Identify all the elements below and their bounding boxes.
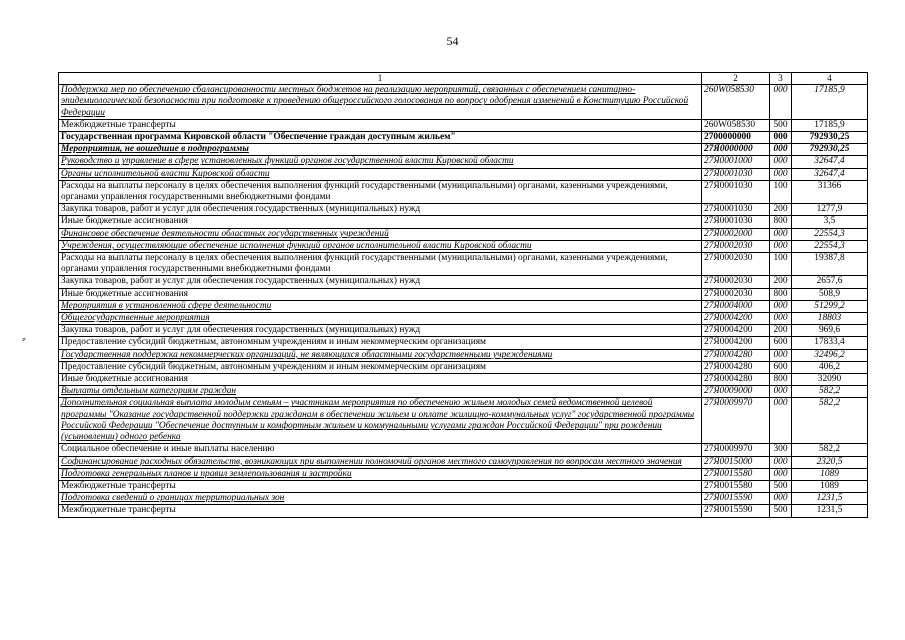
cell-name: Социальное обеспечение и иные выплаты населению [59,444,702,456]
cell-type: 000 [770,493,792,505]
cell-sum: 22554,3 [792,240,868,252]
table-row [59,119,868,131]
table-row [59,300,868,312]
cell-name: Органы исполнительной власти Кировской области [59,168,702,180]
cell-name: Софинансирование расходных обязательств, возникающих при выполнении полномочий органов местного самоуправления по вопросам местного значения [59,456,702,468]
cell-name: Межбюджетные трансферты [59,119,702,131]
cell-code: 260W058530 [702,85,770,120]
budget-table [58,72,868,518]
cell-type: 000 [770,240,792,252]
cell-name: Иные бюджетные ассигнования [59,288,702,300]
cell-code: 260W058530 [702,119,770,131]
cell-name: Иные бюджетные ассигнования [59,374,702,386]
cell-type: 000 [770,456,792,468]
cell-type: 000 [770,228,792,240]
cell-code: 27Я0004200 [702,313,770,325]
header-cell-code: 2 [702,73,770,85]
cell-code: 27Я0001000 [702,156,770,168]
cell-type: 100 [770,180,792,203]
cell-name: Учреждения, осуществляющие обеспечение исполнения функций органов исполнительной власти Кировской области [59,240,702,252]
cell-name: Закупка товаров, работ и услуг для обеспечения государственных (муниципальных) нужд [59,204,702,216]
table-row [59,216,868,228]
cell-name: Государственная программа Кировской области "Обеспечение граждан доступным жильем" [59,132,702,144]
table-row [59,456,868,468]
cell-name: Выплаты отдельным категориям граждан [59,386,702,398]
cell-sum: 32647,4 [792,168,868,180]
cell-name: Расходы на выплаты персоналу в целях обеспечения выполнения функций государственными (муниципальными) органами, казенными учреждениями, органами управления государственными внебюджетными фондами [59,180,702,203]
cell-name: Иные бюджетные ассигнования [59,216,702,228]
table-row [59,444,868,456]
cell-code: 27Я0009970 [702,398,770,444]
cell-type: 000 [770,132,792,144]
cell-code: 27Я0001030 [702,180,770,203]
cell-type: 000 [770,144,792,156]
cell-sum: 19387,8 [792,253,868,276]
cell-code: 27Я0004280 [702,374,770,386]
table-row [59,349,868,361]
table-row [59,204,868,216]
table-row [59,85,868,120]
cell-code: 27Я0015000 [702,456,770,468]
cell-type: 000 [770,386,792,398]
table-row [59,132,868,144]
cell-name: Подготовка сведений о границах территориальных зон [59,493,702,505]
cell-code: 27Я0001030 [702,204,770,216]
cell-name: Подготовка генеральных планов и правил землепользования и застройки [59,468,702,480]
cell-type: 200 [770,325,792,337]
cell-code: 27Я0004200 [702,325,770,337]
cell-name: Предоставление субсидий бюджетным, автономным учреждениям и иным некоммерческим организациям [59,361,702,373]
cell-name: Закупка товаров, работ и услуг для обеспечения государственных (муниципальных) нужд [59,276,702,288]
cell-name: Поддержка мер по обеспечению сбалансированности местных бюджетов на реализацию мероприятий, связанных с обеспечением санитарно-эпидемиологической безопасности при подготовке к проведению общероссийского голосования по вопросу одобрения изменений в Конституцию Российской Федерации [59,85,702,120]
cell-name: Мероприятия в установленной сфере деятельности [59,300,702,312]
cell-code: 27Я0002030 [702,288,770,300]
cell-code: 27Я0002030 [702,276,770,288]
table-row [59,386,868,398]
cell-sum: 1231,5 [792,505,868,517]
cell-type: 600 [770,361,792,373]
table-row [59,156,868,168]
cell-type: 800 [770,216,792,228]
cell-sum: 32496,2 [792,349,868,361]
cell-sum: 17833,4 [792,337,868,349]
table-header-row [59,73,868,85]
cell-sum: 1277,9 [792,204,868,216]
cell-type: 500 [770,505,792,517]
cell-sum: 3,5 [792,216,868,228]
cell-type: 100 [770,253,792,276]
cell-sum: 32647,4 [792,156,868,168]
cell-code: 27Я0002000 [702,228,770,240]
table-row [59,144,868,156]
header-cell-type: 3 [770,73,792,85]
cell-sum: 17185,9 [792,119,868,131]
table-row [59,253,868,276]
cell-sum: 2320,5 [792,456,868,468]
margin-mark: ⸗ [22,333,26,345]
cell-code: 27Я0001030 [702,216,770,228]
cell-type: 000 [770,156,792,168]
cell-type: 000 [770,313,792,325]
cell-name: Межбюджетные трансферты [59,505,702,517]
cell-type: 600 [770,337,792,349]
cell-sum: 508,9 [792,288,868,300]
cell-code: 27Я0002030 [702,240,770,252]
cell-code: 27Я0015590 [702,493,770,505]
cell-sum: 1231,5 [792,493,868,505]
cell-sum: 969,6 [792,325,868,337]
cell-sum: 2657,6 [792,276,868,288]
cell-code: 27Я0004000 [702,300,770,312]
cell-sum: 406,2 [792,361,868,373]
cell-name: Межбюджетные трансферты [59,480,702,492]
cell-code: 27Я0015580 [702,480,770,492]
table-row [59,168,868,180]
cell-sum: 17185,9 [792,85,868,120]
cell-code: 27Я0009000 [702,386,770,398]
table-row [59,337,868,349]
table-row [59,240,868,252]
cell-type: 000 [770,468,792,480]
cell-code: 27Я0004200 [702,337,770,349]
cell-code: 2700000000 [702,132,770,144]
cell-sum: 792930,25 [792,132,868,144]
table-row [59,180,868,203]
table-row [59,480,868,492]
cell-name: Руководство и управление в сфере установленных функций органов государственной власти Кировской области [59,156,702,168]
table-row [59,313,868,325]
cell-type: 300 [770,444,792,456]
header-cell-name: 1 [59,73,702,85]
cell-type: 500 [770,119,792,131]
cell-type: 800 [770,288,792,300]
cell-name: Мероприятия, не вошедшие в подпрограммы [59,144,702,156]
cell-code: 27Я0004280 [702,361,770,373]
table-row [59,493,868,505]
cell-type: 200 [770,276,792,288]
cell-sum: 51299,2 [792,300,868,312]
cell-name: Закупка товаров, работ и услуг для обеспечения государственных (муниципальных) нужд [59,325,702,337]
cell-code: 27Я0015590 [702,505,770,517]
table-row [59,468,868,480]
cell-code: 27Я0001030 [702,168,770,180]
cell-type: 000 [770,300,792,312]
cell-sum: 792930,25 [792,144,868,156]
cell-sum: 22554,3 [792,228,868,240]
cell-name: Дополнительная социальная выплата молодым семьям – участникам мероприятия по обеспечению жильем молодых семей ведомственной целевой программы "Оказание государственной поддержки гражданам в обеспечении жильем и оплате жилищно-коммунальных услуг" государственной программы Российской Федерации "Обеспечение доступным и комфортным жильем и коммунальными услугами граждан Российской Федерации" при рождении (усыновлении) одного ребенка [59,398,702,444]
cell-type: 800 [770,374,792,386]
cell-code: 27Я0004280 [702,349,770,361]
cell-sum: 1089 [792,468,868,480]
cell-code: 27Я0000000 [702,144,770,156]
cell-sum: 31366 [792,180,868,203]
table-row [59,374,868,386]
cell-code: 27Я0015580 [702,468,770,480]
cell-type: 000 [770,398,792,444]
table-row [59,361,868,373]
cell-name: Расходы на выплаты персоналу в целях обеспечения выполнения функций государственными (муниципальными) органами, казенными учреждениями, органами управления государственными внебюджетными фондами [59,253,702,276]
table-row [59,325,868,337]
cell-sum: 1089 [792,480,868,492]
cell-name: Общегосударственные мероприятия [59,313,702,325]
cell-name: Предоставление субсидий бюджетным, автономным учреждениям и иным некоммерческим организациям [59,337,702,349]
cell-type: 500 [770,480,792,492]
table-row [59,276,868,288]
table-row [59,505,868,517]
page-number: 54 [446,34,459,48]
cell-name: Государственная поддержка некоммерческих организаций, не являющихся областными государственными учреждениями [59,349,702,361]
cell-sum: 18803 [792,313,868,325]
table-row [59,288,868,300]
cell-sum: 582,2 [792,444,868,456]
cell-name: Финансовое обеспечение деятельности областных государственных учреждений [59,228,702,240]
cell-type: 000 [770,85,792,120]
table-row [59,398,868,444]
cell-sum: 582,2 [792,386,868,398]
cell-type: 000 [770,168,792,180]
header-cell-sum: 4 [792,73,868,85]
table-row [59,228,868,240]
cell-code: 27Я0002030 [702,253,770,276]
cell-code: 27Я0009970 [702,444,770,456]
cell-sum: 582,2 [792,398,868,444]
cell-type: 200 [770,204,792,216]
cell-type: 000 [770,349,792,361]
cell-sum: 32090 [792,374,868,386]
